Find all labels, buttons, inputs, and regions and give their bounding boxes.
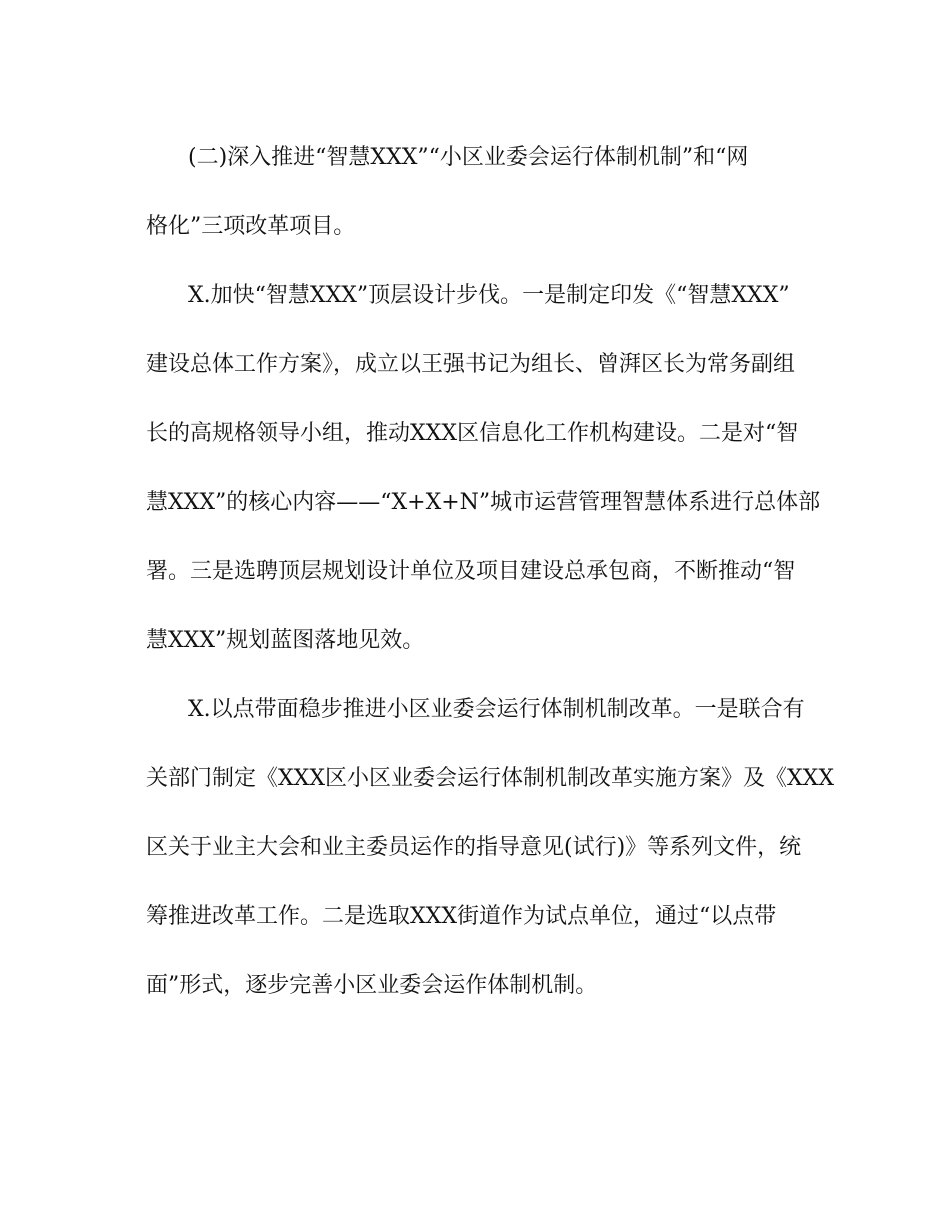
paragraph-1-line-2: 建设总体工作方案》，成立以王强书记为组长、曾湃区长为常务副组: [146, 352, 796, 377]
paragraph-2-line-2: 关部门制定《XXX区小区业委会运行体制机制改革实施方案》及《XXX: [146, 766, 834, 791]
paragraph-1-line-6: 慧XXX”规划蓝图落地见效。: [146, 628, 425, 653]
paragraph-2-line-1: X.以点带面稳步推进小区业委会运行体制机制改革。一是联合有: [188, 697, 805, 722]
paragraph-2-line-4: 筹推进改革工作。二是选取XXX街道作为试点单位，通过“以点带: [146, 904, 777, 929]
paragraph-1-line-5: 署。三是选聘顶层规划设计单位及项目建设总承包商，不断推动“智: [146, 559, 796, 584]
section-heading-line-1: (二)深入推进“智慧XXX”“小区业委会运行体制机制”和“网: [188, 145, 749, 170]
paragraph-1-line-1: X.加快“智慧XXX”顶层设计步伐。一是制定印发《“智慧XXX”: [188, 283, 790, 308]
paragraph-2-line-3: 区关于业主大会和业主委员运作的指导意见(试行)》等系列文件，统: [146, 835, 802, 860]
paragraph-1-line-3: 长的高规格领导小组，推动XXX区信息化工作机构建设。二是对“智: [146, 421, 799, 446]
paragraph-2-line-5: 面”形式，逐步完善小区业委会运作体制机制。: [146, 973, 598, 998]
section-heading-line-2: 格化”三项改革项目。: [146, 214, 356, 239]
paragraph-1-line-4: 慧XXX”的核心内容——“X+X+N”城市运营管理智慧体系进行总体部: [146, 490, 821, 515]
